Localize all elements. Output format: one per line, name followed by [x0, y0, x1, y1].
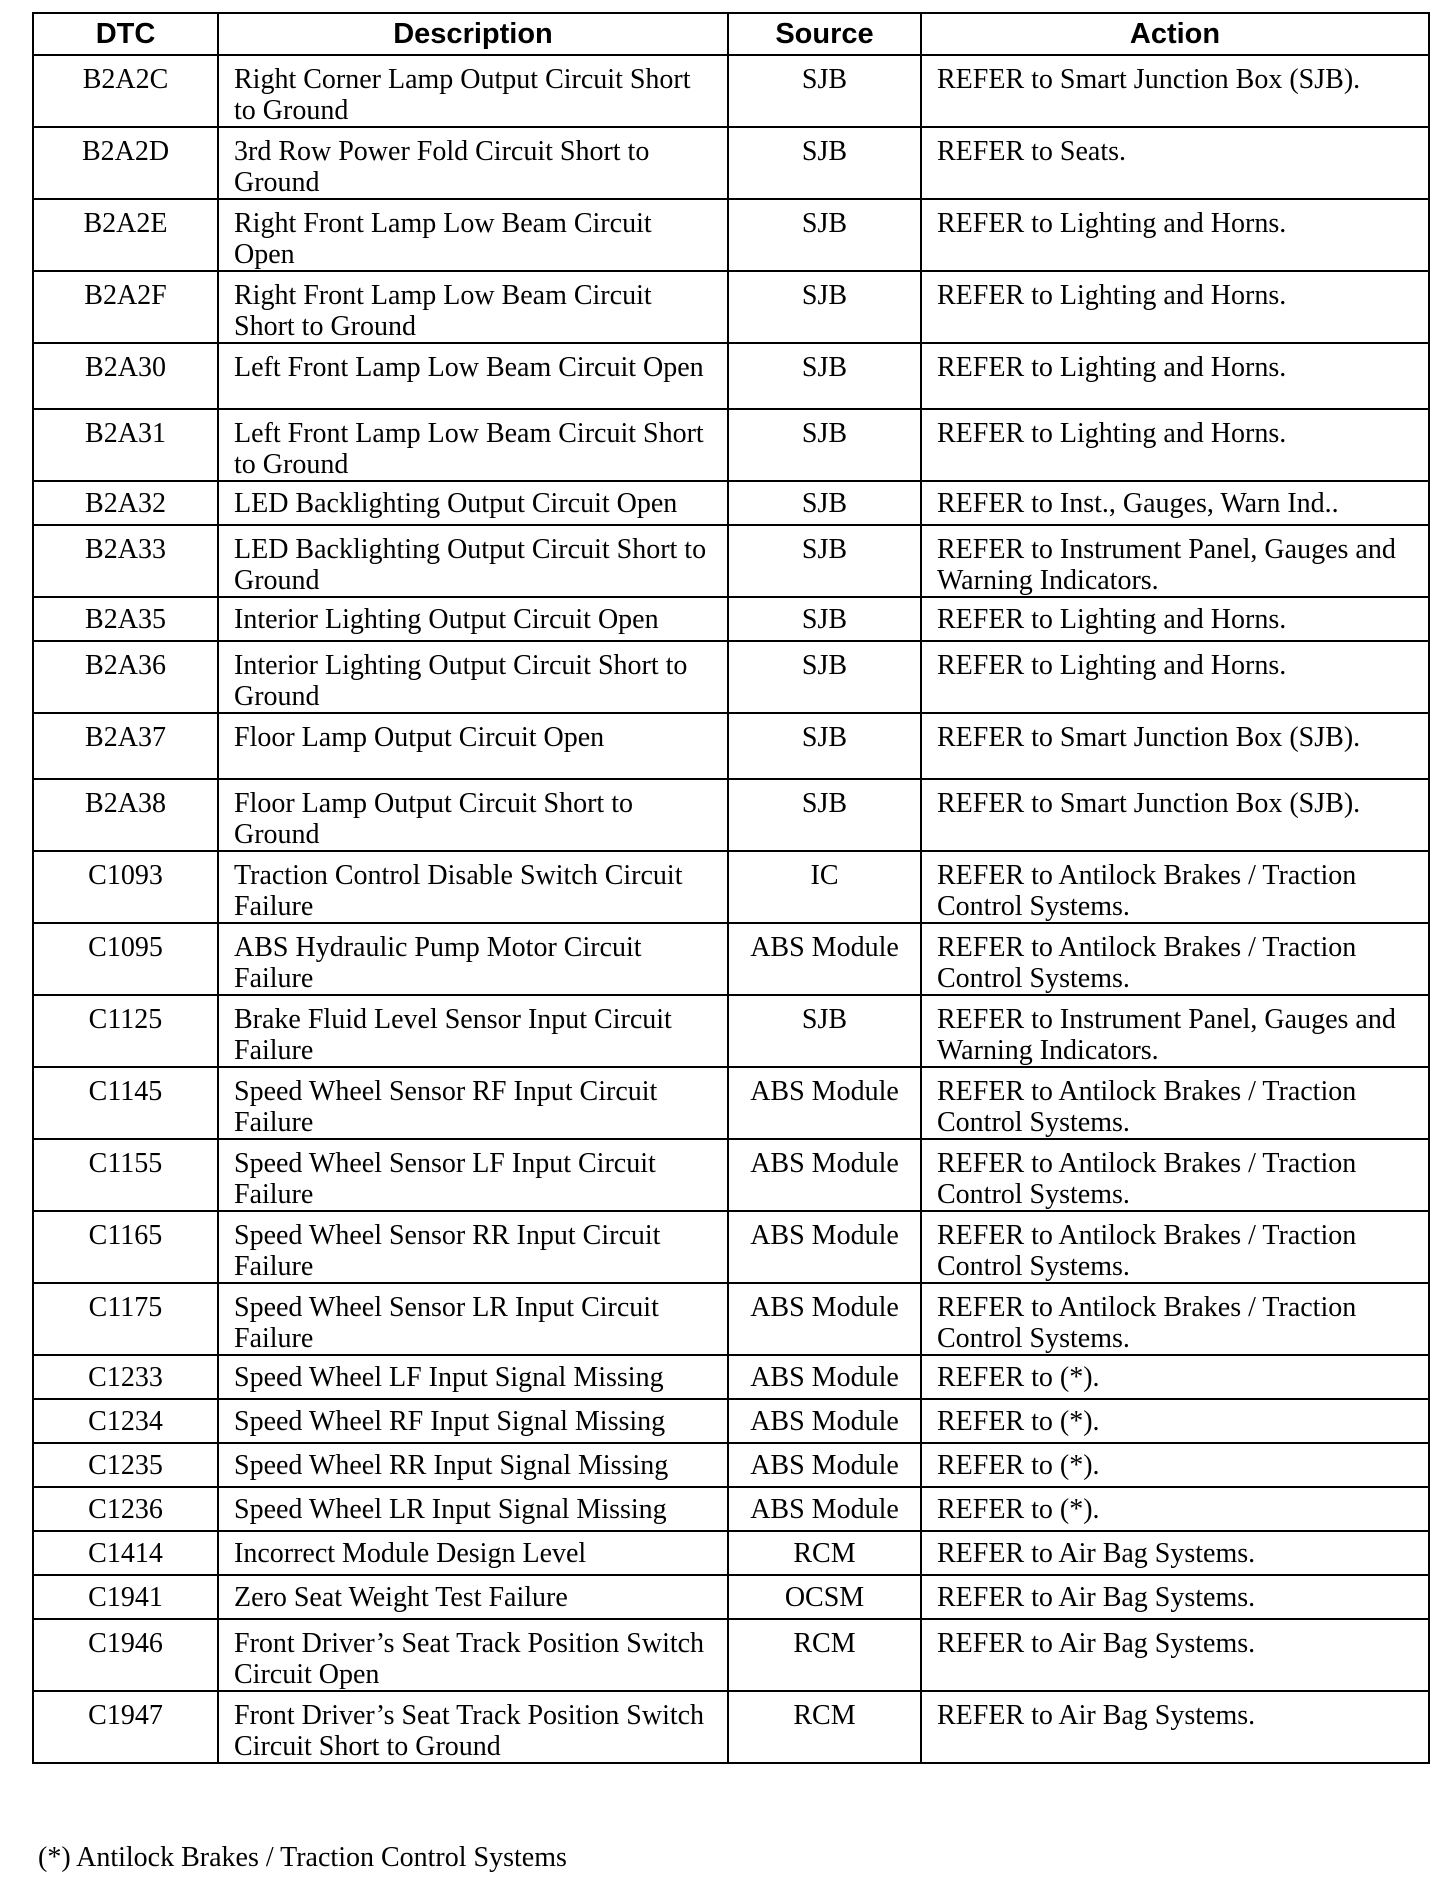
description: Front Driver’s Seat Track Position Switch Circuit Open [218, 1619, 728, 1691]
table-row [33, 481, 1429, 525]
dtc-code: B2A30 [33, 343, 218, 409]
dtc-code: C1233 [33, 1355, 218, 1399]
source: SJB [728, 597, 921, 641]
description: Speed Wheel Sensor LF Input Circuit Failure [218, 1139, 728, 1211]
source: RCM [728, 1691, 921, 1763]
table-row [33, 409, 1429, 481]
description: Interior Lighting Output Circuit Open [218, 597, 728, 641]
dtc-code: C1175 [33, 1283, 218, 1355]
table-row [33, 851, 1429, 923]
action: REFER to Instrument Panel, Gauges and Warning Indicators. [921, 995, 1429, 1067]
dtc-code: B2A32 [33, 481, 218, 525]
action: REFER to Seats. [921, 127, 1429, 199]
description: Speed Wheel LF Input Signal Missing [218, 1355, 728, 1399]
description: Incorrect Module Design Level [218, 1531, 728, 1575]
action: REFER to Air Bag Systems. [921, 1691, 1429, 1763]
description: Right Corner Lamp Output Circuit Short to Ground [218, 55, 728, 127]
table-row [33, 1487, 1429, 1531]
table-row [33, 923, 1429, 995]
table-row [33, 641, 1429, 713]
dtc-code: B2A2E [33, 199, 218, 271]
source: SJB [728, 525, 921, 597]
dtc-code: C1145 [33, 1067, 218, 1139]
table-row [33, 343, 1429, 409]
dtc-code: C1234 [33, 1399, 218, 1443]
dtc-code: B2A2C [33, 55, 218, 127]
description: LED Backlighting Output Circuit Short to Ground [218, 525, 728, 597]
table-row [33, 779, 1429, 851]
source: ABS Module [728, 1283, 921, 1355]
action: REFER to Antilock Brakes / Traction Control Systems. [921, 1283, 1429, 1355]
description: Speed Wheel LR Input Signal Missing [218, 1487, 728, 1531]
table-row [33, 199, 1429, 271]
table-row [33, 1211, 1429, 1283]
source: SJB [728, 481, 921, 525]
dtc-code: B2A2D [33, 127, 218, 199]
dtc-code: B2A36 [33, 641, 218, 713]
table-row [33, 1443, 1429, 1487]
action: REFER to Antilock Brakes / Traction Control Systems. [921, 1067, 1429, 1139]
table-row [33, 1531, 1429, 1575]
table-row [33, 1355, 1429, 1399]
source: OCSM [728, 1575, 921, 1619]
dtc-code: B2A31 [33, 409, 218, 481]
description: Traction Control Disable Switch Circuit Failure [218, 851, 728, 923]
description: Left Front Lamp Low Beam Circuit Short to Ground [218, 409, 728, 481]
source: SJB [728, 995, 921, 1067]
table-row [33, 1139, 1429, 1211]
action: REFER to Antilock Brakes / Traction Control Systems. [921, 1139, 1429, 1211]
dtc-code: C1414 [33, 1531, 218, 1575]
action: REFER to Smart Junction Box (SJB). [921, 55, 1429, 127]
table-row [33, 597, 1429, 641]
dtc-code: C1947 [33, 1691, 218, 1763]
footnote: (*) Antilock Brakes / Traction Control Systems [38, 1842, 567, 1873]
source: SJB [728, 779, 921, 851]
table-row [33, 525, 1429, 597]
source: SJB [728, 713, 921, 779]
description: Speed Wheel RF Input Signal Missing [218, 1399, 728, 1443]
action: REFER to Lighting and Horns. [921, 199, 1429, 271]
action: REFER to Antilock Brakes / Traction Control Systems. [921, 1211, 1429, 1283]
dtc-code: C1125 [33, 995, 218, 1067]
action: REFER to Inst., Gauges, Warn Ind.. [921, 481, 1429, 525]
action: REFER to (*). [921, 1355, 1429, 1399]
description: Zero Seat Weight Test Failure [218, 1575, 728, 1619]
header-action: Action [921, 13, 1429, 55]
table-row [33, 127, 1429, 199]
table-row [33, 713, 1429, 779]
source: ABS Module [728, 1443, 921, 1487]
dtc-code: C1165 [33, 1211, 218, 1283]
action: REFER to Air Bag Systems. [921, 1575, 1429, 1619]
header-dtc: DTC [33, 13, 218, 55]
source: IC [728, 851, 921, 923]
dtc-code: C1093 [33, 851, 218, 923]
action: REFER to Smart Junction Box (SJB). [921, 779, 1429, 851]
table-row [33, 995, 1429, 1067]
source: ABS Module [728, 1487, 921, 1531]
source: ABS Module [728, 1211, 921, 1283]
action: REFER to Air Bag Systems. [921, 1619, 1429, 1691]
source: SJB [728, 343, 921, 409]
description: Speed Wheel Sensor RR Input Circuit Failure [218, 1211, 728, 1283]
dtc-code: B2A37 [33, 713, 218, 779]
description: Speed Wheel RR Input Signal Missing [218, 1443, 728, 1487]
source: SJB [728, 271, 921, 343]
action: REFER to (*). [921, 1399, 1429, 1443]
source: SJB [728, 199, 921, 271]
action: REFER to Air Bag Systems. [921, 1531, 1429, 1575]
description: Speed Wheel Sensor LR Input Circuit Failure [218, 1283, 728, 1355]
description: LED Backlighting Output Circuit Open [218, 481, 728, 525]
description: ABS Hydraulic Pump Motor Circuit Failure [218, 923, 728, 995]
source: SJB [728, 409, 921, 481]
action: REFER to Antilock Brakes / Traction Control Systems. [921, 923, 1429, 995]
description: Right Front Lamp Low Beam Circuit Short to Ground [218, 271, 728, 343]
action: REFER to Lighting and Horns. [921, 597, 1429, 641]
action: REFER to (*). [921, 1487, 1429, 1531]
dtc-code: C1235 [33, 1443, 218, 1487]
table-row [33, 55, 1429, 127]
action: REFER to Antilock Brakes / Traction Control Systems. [921, 851, 1429, 923]
table-row [33, 1283, 1429, 1355]
source: ABS Module [728, 1355, 921, 1399]
table-row [33, 1067, 1429, 1139]
table-row [33, 1399, 1429, 1443]
action: REFER to Instrument Panel, Gauges and Warning Indicators. [921, 525, 1429, 597]
source: ABS Module [728, 1399, 921, 1443]
description: Brake Fluid Level Sensor Input Circuit Failure [218, 995, 728, 1067]
action: REFER to Lighting and Horns. [921, 343, 1429, 409]
description: Speed Wheel Sensor RF Input Circuit Failure [218, 1067, 728, 1139]
description: Front Driver’s Seat Track Position Switch Circuit Short to Ground [218, 1691, 728, 1763]
action: REFER to Lighting and Horns. [921, 409, 1429, 481]
action: REFER to Lighting and Horns. [921, 271, 1429, 343]
description: Floor Lamp Output Circuit Short to Ground [218, 779, 728, 851]
action: REFER to Smart Junction Box (SJB). [921, 713, 1429, 779]
dtc-code: C1155 [33, 1139, 218, 1211]
description: Left Front Lamp Low Beam Circuit Open [218, 343, 728, 409]
source: RCM [728, 1531, 921, 1575]
table-row [33, 1575, 1429, 1619]
source: ABS Module [728, 1067, 921, 1139]
table-row [33, 1691, 1429, 1763]
source: SJB [728, 641, 921, 713]
table-row [33, 271, 1429, 343]
dtc-code: B2A38 [33, 779, 218, 851]
table-row [33, 1619, 1429, 1691]
dtc-code: B2A33 [33, 525, 218, 597]
source: ABS Module [728, 1139, 921, 1211]
dtc-code: C1095 [33, 923, 218, 995]
dtc-code: C1946 [33, 1619, 218, 1691]
action: REFER to (*). [921, 1443, 1429, 1487]
header-description: Description [218, 13, 728, 55]
source: RCM [728, 1619, 921, 1691]
source: ABS Module [728, 923, 921, 995]
table-body [33, 55, 1429, 1763]
description: Interior Lighting Output Circuit Short to Ground [218, 641, 728, 713]
dtc-code: B2A2F [33, 271, 218, 343]
dtc-table [32, 12, 1430, 1764]
dtc-code: C1941 [33, 1575, 218, 1619]
header-row [33, 13, 1429, 55]
source: SJB [728, 55, 921, 127]
action: REFER to Lighting and Horns. [921, 641, 1429, 713]
dtc-code: B2A35 [33, 597, 218, 641]
source: SJB [728, 127, 921, 199]
description: Right Front Lamp Low Beam Circuit Open [218, 199, 728, 271]
description: 3rd Row Power Fold Circuit Short to Ground [218, 127, 728, 199]
description: Floor Lamp Output Circuit Open [218, 713, 728, 779]
dtc-code: C1236 [33, 1487, 218, 1531]
header-source: Source [728, 13, 921, 55]
